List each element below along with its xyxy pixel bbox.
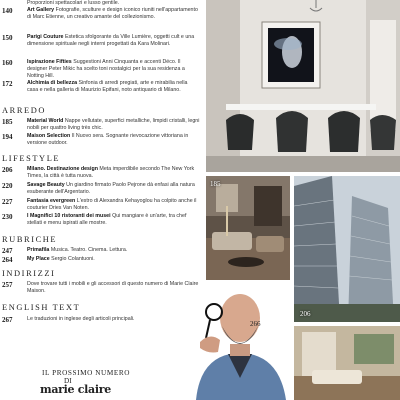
living-room-illustration bbox=[206, 176, 290, 280]
marie-claire-logo: marie claire bbox=[40, 383, 111, 396]
section-heading-indirizzi: INDIRIZZI bbox=[2, 269, 56, 278]
entry-title: My Place bbox=[27, 256, 50, 262]
next-issue-heading: IL PROSSIMO NUMERO bbox=[42, 369, 131, 377]
entry-text: L'estro di Alexandra Kehayoglou ha colpito anche il couturier Dries Van Noten. bbox=[27, 198, 197, 211]
entry-page-number: 264 bbox=[2, 256, 13, 264]
entry-title: Art Gallery bbox=[27, 7, 55, 13]
entry-page-number: 247 bbox=[2, 247, 13, 255]
room-illustration bbox=[294, 326, 400, 400]
entry-title: Fantasia evergreen bbox=[27, 198, 76, 204]
interior-photo-room bbox=[294, 326, 400, 400]
entry-text: Sinfonia di arredi pregiati, arte e mirabilia nella casa e nella galleria di Maurizio Epifani, noto antiquario di Milano. bbox=[27, 80, 188, 93]
page-number-266: 266 bbox=[250, 320, 261, 328]
page-number-185: 185 bbox=[210, 180, 221, 188]
interior-photo-dining bbox=[206, 0, 400, 172]
interior-photo-living bbox=[206, 176, 290, 280]
entry-title: Material World bbox=[27, 118, 64, 124]
entry-title: Maison Selection bbox=[27, 133, 71, 139]
page-number-206: 206 bbox=[300, 310, 311, 318]
entry-text: Un giardino firmato Paolo Pejrone dà enfasi alla natura esuberante dell'Argentario. bbox=[27, 182, 195, 195]
entry-title: Primafila bbox=[27, 247, 50, 253]
entry-text: Meta imperdibile secondo The New York Times, la città è tutta nuova. bbox=[27, 166, 195, 179]
entry-title: Milano. Destinazione design bbox=[27, 166, 98, 172]
entry-text: Dove trovare tutti i mobili e gli accessori di questo numero di Marie Claire Maison. bbox=[27, 281, 199, 294]
section-heading-rubriche: RUBRICHE bbox=[2, 235, 58, 244]
entry-text: Il Nuovo sera. Sognante rievocazione vittoriana in versione outdoor. bbox=[27, 133, 189, 146]
entry-page-number: 227 bbox=[2, 198, 13, 206]
entry-text: Le traduzioni in inglese degli articoli principali. bbox=[27, 316, 135, 322]
section-heading-lifestyle: LIFESTYLE bbox=[2, 154, 61, 163]
entry-text: Fotografie, sculture e design iconico riuniti nell'appartamento di Marc Etienne, un creativo amante del collezionismo. bbox=[27, 7, 198, 20]
entry-title: Ispirazione Fifties bbox=[27, 59, 72, 65]
man-portrait-illustration bbox=[190, 282, 290, 400]
entry-text: Musica. Teatro. Cinema. Lettura. bbox=[50, 247, 128, 253]
entry-text: Suggestioni Anni Cinquanta e accenti Déco. Il designer Peter Mikic ha scelto toni nostalgici per la sua residenza a Notting Hill. bbox=[27, 59, 185, 79]
entry-text: Nappe vellutate, superfici metalliche, limpidi cristalli, legni nobili per quattro living très chic. bbox=[27, 118, 200, 131]
intro-line: Proporzioni spettacolari e lusso gentile. bbox=[27, 0, 120, 6]
skyscraper-photo bbox=[294, 176, 400, 322]
entry-title: Savage Beauty bbox=[27, 182, 65, 188]
entry-title: I Magnifici 10 ristoranti dei musei bbox=[27, 213, 111, 219]
entry-page-number: 150 bbox=[2, 34, 13, 42]
entry-page-number: 230 bbox=[2, 213, 13, 221]
entry-text: Qui mangiare è un'arte, tra chef stellati e menu ispirati alle mostre. bbox=[27, 213, 187, 226]
dining-room-illustration bbox=[206, 0, 400, 172]
entry-page-number: 172 bbox=[2, 80, 13, 88]
entry-page-number: 160 bbox=[2, 59, 13, 67]
entry-text: Estetica sfolgorante da Ville Lumière, oggetti cult e una dimensione spirituale negli interni progettati da Kara Molinari. bbox=[27, 34, 195, 47]
entry-page-number: 185 bbox=[2, 118, 13, 126]
entry-page-number: 206 bbox=[2, 166, 13, 174]
entry-page-number: 140 bbox=[2, 7, 13, 15]
entry-page-number: 194 bbox=[2, 133, 13, 141]
entry-page-number: 267 bbox=[2, 316, 13, 324]
entry-page-number: 220 bbox=[2, 182, 13, 190]
entry-title: Alchimia di bellezza bbox=[27, 80, 78, 86]
entry-text: Sergio Colantuoni. bbox=[51, 256, 95, 262]
section-heading-english: ENGLISH TEXT bbox=[2, 303, 81, 312]
section-heading-arredo: ARREDO bbox=[2, 106, 47, 115]
next-issue-di: DI bbox=[64, 377, 72, 385]
entry-title: Parigi Couture bbox=[27, 34, 64, 40]
skyscraper-illustration bbox=[294, 176, 400, 322]
portrait-photo bbox=[190, 282, 290, 400]
entry-page-number: 257 bbox=[2, 281, 13, 289]
